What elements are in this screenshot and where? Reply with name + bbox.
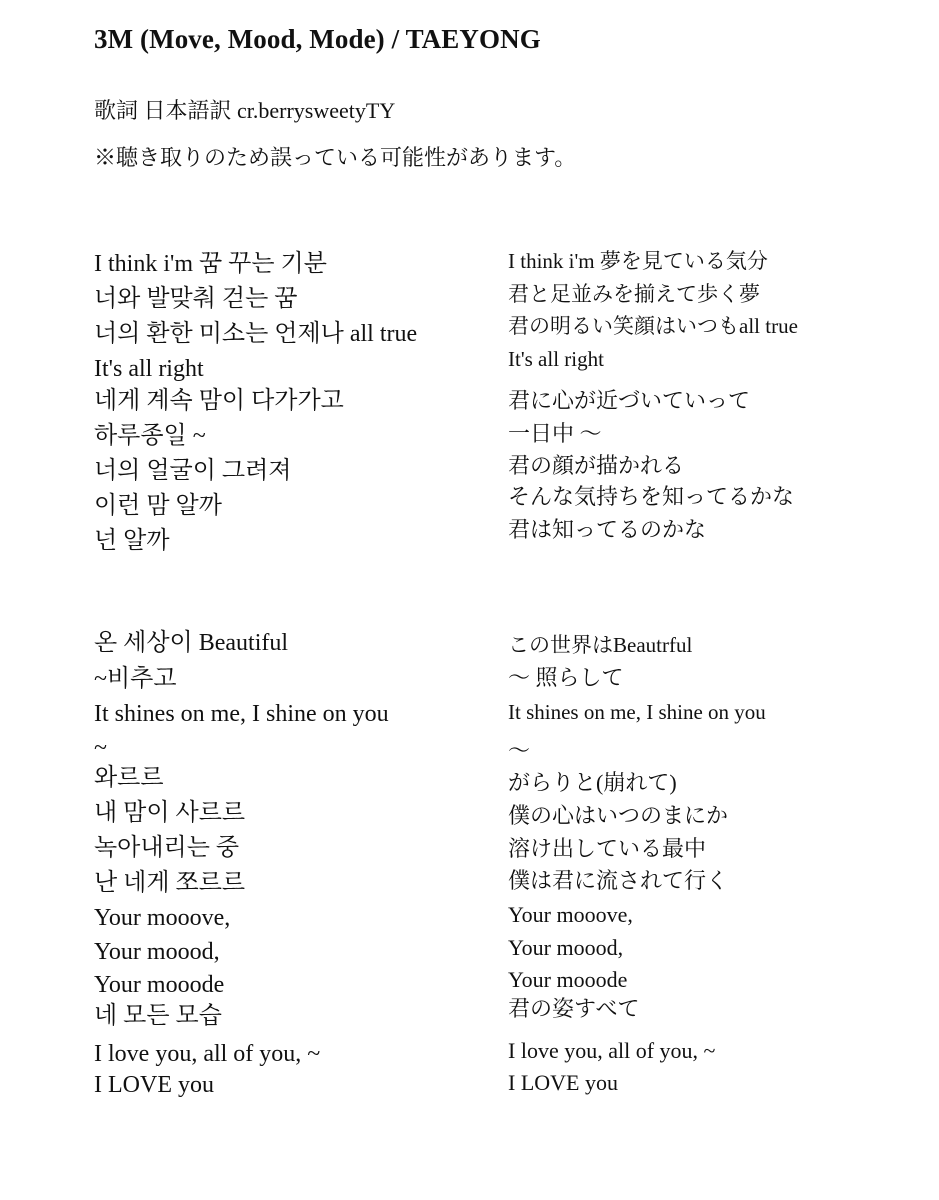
lyric-line: 와르르 [94, 765, 164, 791]
lyric-line: 네게 계속 맘이 다가가고 [94, 388, 344, 414]
lyric-line: そんな気持ちを知ってるかな [508, 484, 795, 509]
lyric-line: I LOVE you [508, 1070, 618, 1095]
lyric-line: I think i'm 꿈 꾸는 기분 [94, 251, 327, 277]
lyric-line: Your mooove, [508, 902, 633, 927]
lyric-line: It shines on me, I shine on you [94, 701, 389, 727]
lyric-line: 君に心が近づいていって [508, 388, 751, 413]
lyric-line: Your mooode [94, 972, 225, 998]
lyric-line: 君の明るい笑顔はいつもall true [508, 314, 798, 338]
lyric-line: 君と足並みを揃えて歩く夢 [508, 282, 760, 306]
lyric-line: 네 모든 모습 [94, 1003, 222, 1029]
lyric-line: 君は知ってるのかな [508, 517, 707, 542]
lyric-line: 君の顔が描かれる [508, 453, 685, 478]
page-title: 3M (Move, Mood, Mode) / TAEYONG [94, 24, 541, 54]
lyric-line: 하루종일 ~ [94, 423, 206, 449]
lyric-line: Your moood, [508, 935, 624, 960]
lyric-line: 넌 알까 [94, 528, 170, 554]
lyric-line: 〜 照らして [508, 665, 624, 690]
lyric-line: It's all right [508, 347, 604, 371]
lyric-line: Your mooove, [94, 905, 231, 931]
translation-credit: 歌詞 日本語訳 cr.berrysweetyTY [94, 98, 396, 123]
lyric-line: I love you, all of you, ~ [508, 1038, 716, 1063]
lyric-line: 녹아내리는 중 [94, 835, 240, 861]
lyric-line: ~비추고 [94, 666, 177, 692]
lyric-line: I LOVE you [94, 1072, 214, 1098]
lyric-line: 溶け出している最中 [508, 836, 707, 861]
lyric-line: ~ [94, 735, 107, 761]
lyric-line: 너의 환한 미소는 언제나 all true [94, 321, 418, 347]
lyric-line: 이런 맘 알까 [94, 493, 222, 519]
lyric-line: 난 네게 쪼르르 [94, 870, 246, 896]
lyric-line: 너와 발맞춰 걷는 꿈 [94, 286, 298, 312]
lyric-line: Your mooode [508, 967, 628, 992]
lyric-line: がらりと(崩れて) [508, 770, 677, 795]
lyric-line: Your moood, [94, 939, 220, 965]
lyric-line: I think i'm 夢を見ている気分 [508, 249, 768, 273]
lyric-line: この世界はBeautrful [508, 633, 693, 657]
lyric-line: 〜 [508, 738, 531, 763]
lyric-line: I love you, all of you, ~ [94, 1041, 321, 1067]
lyric-line: It shines on me, I shine on you [508, 700, 766, 724]
lyric-line: 一日中 〜 [508, 421, 602, 446]
lyric-line: 온 세상이 Beautiful [94, 630, 289, 656]
lyric-line: It's all right [94, 356, 204, 382]
lyric-line: 僕の心はいつのまにか [508, 803, 729, 828]
lyric-line: 내 맘이 사르르 [94, 800, 246, 826]
lyric-line: 僕は君に流されて行く [508, 868, 729, 893]
accuracy-note: ※聴き取りのため誤っている可能性があります。 [94, 145, 577, 170]
lyric-line: 君の姿すべて [508, 996, 640, 1021]
lyric-line: 너의 얼굴이 그려져 [94, 458, 292, 484]
